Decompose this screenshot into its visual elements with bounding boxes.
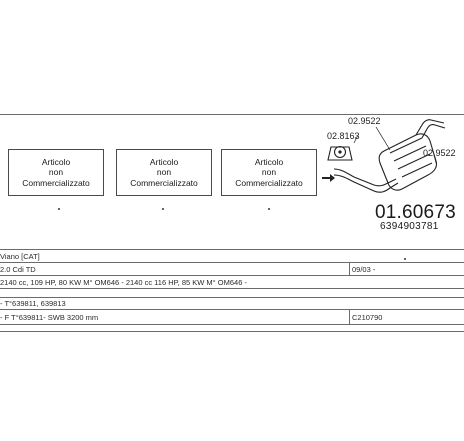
product-card-3[interactable] (221, 149, 317, 196)
outlet-pipe (416, 120, 444, 135)
table-column-divider (349, 262, 350, 275)
card-marker-dot (58, 208, 60, 210)
part-code-top: 02.9522 (348, 116, 381, 126)
leader-line (376, 127, 390, 150)
card-label-line3: Commercializzato (130, 177, 198, 188)
part-arrow (322, 174, 335, 182)
part-code-left: 02.8163 (327, 131, 360, 141)
engine-specs: 2140 cc, 109 HP, 80 KW M° OM646 - 2140 cc 116 HP, 85 KW M° OM646 - (0, 278, 247, 287)
hanger-center (338, 150, 341, 153)
card-label-line1: Articolo (149, 156, 179, 167)
card-label-line1: Articolo (41, 156, 71, 167)
table-divider-3 (0, 275, 464, 276)
card-label-line3: Commercializzato (235, 177, 303, 188)
production-date: 09/03 - (352, 265, 376, 274)
table-divider-5 (0, 297, 464, 298)
card-label-line2: non (48, 167, 64, 178)
card-marker-dot (162, 208, 164, 210)
model-name: Viano [CAT] (0, 252, 40, 261)
table-divider-4 (0, 288, 464, 289)
part-code-right: 02.9522 (423, 148, 456, 158)
card-marker-dot (404, 258, 406, 260)
table-divider-2 (0, 262, 464, 263)
card-label-line2: non (156, 167, 172, 178)
card-label-line1: Articolo (254, 156, 284, 167)
chassis-info: - F T°639811- SWB 3200 mm (0, 313, 99, 322)
reference-code: C210790 (352, 313, 383, 322)
card-marker-dot (268, 208, 270, 210)
table-column-divider-2 (349, 309, 350, 324)
product-card-1[interactable] (8, 149, 104, 196)
type-codes: - T°639811, 639813 (0, 299, 66, 308)
card-label-line2: non (261, 167, 277, 178)
product-card-2[interactable] (116, 149, 212, 196)
table-divider-1 (0, 249, 464, 250)
muffler-body (379, 134, 436, 190)
table-divider-6 (0, 309, 464, 310)
part-number[interactable]: 01.60673 (375, 202, 456, 223)
card-label-line3: Commercializzato (22, 177, 90, 188)
table-divider-7 (0, 324, 464, 325)
engine-type: 2.0 Cdi TD (0, 265, 36, 274)
outlet-pipe-outline (422, 125, 445, 138)
oem-number: 6394903781 (380, 221, 439, 232)
table-divider-8 (0, 331, 464, 332)
